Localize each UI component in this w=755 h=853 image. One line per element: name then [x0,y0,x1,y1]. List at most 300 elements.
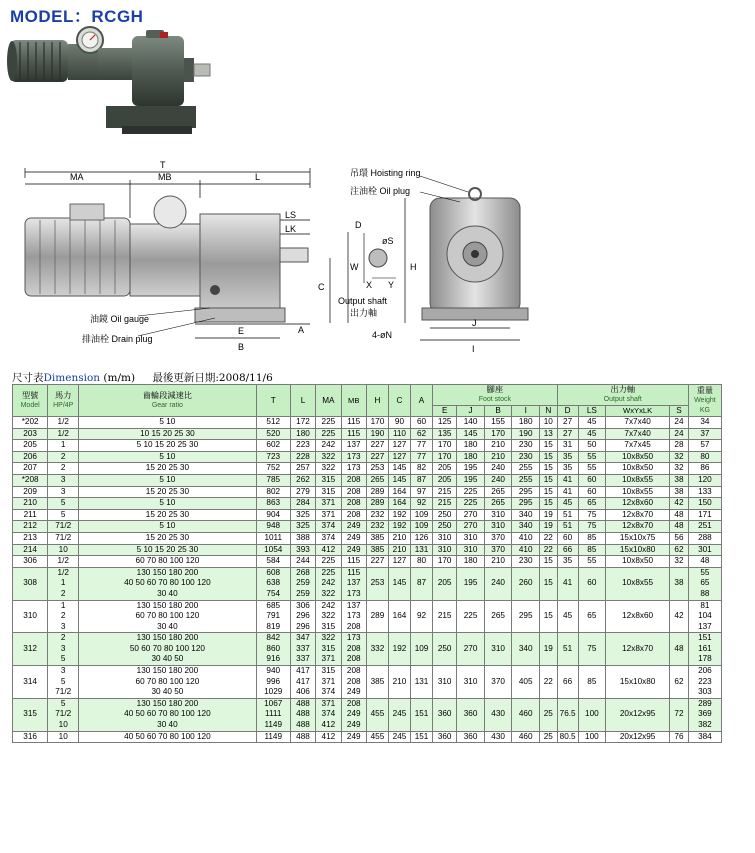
cell-ma [316,666,341,699]
label-J: J [472,318,477,328]
cell-s [670,600,689,633]
cell-value: 100 [585,731,599,741]
cell-ma [316,567,341,600]
cell-ls [578,498,606,510]
cell-value: 173 [346,588,361,598]
label-H: H [410,262,417,272]
cell-value: 5 [60,498,66,508]
cell-b [484,666,512,699]
cell-c [388,451,410,463]
cell-mb [341,428,366,440]
cell-ma [316,463,341,475]
cell-value: 288 [698,532,712,542]
label-B: B [238,342,245,352]
cell-value: 460 [518,731,533,741]
cell-value: 31 [563,440,573,450]
col-L: L [290,385,315,417]
cell-value: 412 [321,720,336,730]
cell-j [457,698,485,731]
cell-hp [48,567,79,600]
cell-value: 34 [700,417,710,426]
cell-value: 215 [437,498,452,508]
cell-value: 210 [392,532,407,542]
cell-value: 151 [414,709,429,719]
cell-e [433,440,457,452]
cell-value: 130 150 180 200 [136,567,199,577]
cell-hp [48,428,79,440]
cell-value: 164 [392,498,407,508]
cell-value: 325 [296,509,310,519]
cell-e [433,498,457,510]
cell-weight [688,532,721,544]
cell-value: 303 [698,687,712,697]
cell-ma [316,451,341,463]
cell-value: 173 [346,633,361,643]
cell-value: 242 [321,440,336,450]
cell-value: 388 [296,532,310,542]
cell-c [388,556,410,568]
cell-weight [688,556,721,568]
cell-h [366,600,388,633]
cell-ls [578,731,606,743]
cell-value: 32 [674,451,684,461]
cell-value: 2 [60,463,66,473]
cell-value: 85 [587,544,597,554]
cell-weight [688,544,721,556]
cell-value: 12x8x60 [622,498,654,508]
cell-value: 228 [296,451,310,461]
cell-value: 602 [266,440,281,450]
cell-c [388,567,410,600]
cell-value: 360 [463,709,478,719]
cell-t [256,440,290,452]
cell-value: 15 20 25 30 [145,532,190,542]
cell-t [256,731,290,743]
cell-a [411,417,433,429]
cell-value: 5 10 [159,521,176,531]
cell-value: 337 [296,643,310,653]
cell-value: 15 20 25 30 [145,463,190,473]
cell-ls [578,417,606,429]
cell-value: 412 [321,731,336,741]
cell-h [366,463,388,475]
cell-value: 916 [266,654,281,664]
col-hp: 馬力 HP/4P [48,385,79,417]
cell-ratio [79,498,257,510]
cell-value: 137 [698,621,712,631]
cell-d [557,463,578,475]
label-C: C [318,282,325,292]
cell-value: 180 [296,428,310,438]
cell-t [256,428,290,440]
cell-value: 265 [491,486,505,496]
cell-value: 56 [674,532,684,542]
table-row [13,509,722,521]
cell-value: 223 [296,440,310,450]
cell-value: 145 [463,428,478,438]
cell-ls [578,556,606,568]
cell-e [433,486,457,498]
cell-b [484,633,512,666]
cell-value: 55 [700,567,710,577]
cell-value: 24 [674,428,684,438]
cell-wylk [606,440,670,452]
cell-value: 406 [296,687,310,697]
cell-mb [341,731,366,743]
cell-value: 12x8x70 [622,521,654,531]
cell-ma [316,428,341,440]
cell-value: 87 [416,474,427,484]
table-row [13,440,722,452]
cell-c [388,600,410,633]
cell-l [290,556,315,568]
cell-j [457,731,485,743]
cell-value: 60 [416,417,427,426]
cell-value: 295 [518,498,533,508]
cell-j [457,463,485,475]
cell-value: 50 [587,440,597,450]
cell-weight [688,451,721,463]
cell-j [457,486,485,498]
cell-model [13,633,48,666]
cell-s [670,731,689,743]
cell-value: 66 [563,544,573,554]
cell-b [484,532,512,544]
cell-ls [578,633,606,666]
cell-i [512,521,540,533]
cell-value: 265 [370,474,385,484]
cell-wylk [606,451,670,463]
cell-i [512,666,540,699]
cell-i [512,428,540,440]
cell-value: 322 [321,588,336,598]
cell-h [366,509,388,521]
cell-ratio [79,731,257,743]
cell-value: 371 [321,509,336,519]
cell-d [557,440,578,452]
cell-s [670,498,689,510]
cell-value: 260 [518,578,533,588]
cell-d [557,532,578,544]
cell-value: 45 [587,417,597,426]
cell-value: 130 150 180 200 [136,698,199,708]
cell-ma [316,417,341,429]
cell-value: 232 [370,509,385,519]
cell-value: 3 [60,621,66,631]
cell-value: 208 [346,654,361,664]
cell-value: 51 [563,643,573,653]
cell-e [433,428,457,440]
cell-value: 45 [563,498,573,508]
cell-ls [578,698,606,731]
cell-ls [578,440,606,452]
cell-value: 7x7x45 [624,440,651,450]
cell-wylk [606,509,670,521]
cell-value: 110 [392,428,406,438]
cell-value: 10 [543,417,553,426]
col-weight: 重量 Weight KG [688,385,721,417]
cell-value: 393 [296,544,310,554]
cell-value: 55 [587,556,597,566]
cell-value: 240 [491,463,505,473]
cell-value: 225 [463,486,478,496]
cell-model [13,731,48,743]
cell-value: 310 [491,521,505,531]
cell-value: 1 [60,600,66,610]
col-MB: MB [341,385,366,417]
table-row [13,731,722,743]
cell-value: 296 [296,621,310,631]
cell-i [512,417,540,429]
cell-i [512,509,540,521]
cell-b [484,567,512,600]
label-MB: MB [158,172,172,182]
cell-value: 315 [321,666,336,676]
label-X: X [366,280,373,290]
cell-wylk [606,486,670,498]
cell-mb [341,451,366,463]
cell-value: 270 [463,521,478,531]
cell-value: 195 [463,463,478,473]
cell-value: 5 10 [159,417,176,426]
table-row [13,698,722,731]
cell-ls [578,521,606,533]
cell-value: 35 [563,556,573,566]
cell-value: 71/2 [55,687,72,697]
cell-weight [688,731,721,743]
cell-value: 242 [321,600,336,610]
cell-value: 71/2 [55,709,72,719]
cell-b [484,521,512,533]
cell-l [290,731,315,743]
cell-value: 19 [543,643,553,653]
cell-value: 1/2 [57,567,69,577]
cell-value: 1/2 [57,556,69,566]
cell-value: 12x8x70 [622,643,654,653]
cell-value: 723 [266,451,281,461]
cell-c [388,440,410,452]
cell-h [366,567,388,600]
cell-ma [316,509,341,521]
cell-value: 791 [266,611,281,621]
cell-value: 340 [518,509,533,519]
cell-value: 190 [518,428,533,438]
cell-value: 205 [23,440,37,450]
cell-a [411,556,433,568]
cell-value: 996 [266,676,281,686]
cell-value: 164 [392,611,407,621]
cell-a [411,633,433,666]
cell-value: 15 [543,463,553,473]
cell-value: 120 [698,474,712,484]
cell-ratio [79,417,257,429]
cell-c [388,417,410,429]
cell-value: 190 [370,428,385,438]
cell-value: 209 [23,486,37,496]
dimension-table [12,384,722,743]
cell-value: 173 [346,463,361,473]
cell-value: 10x8x55 [622,474,654,484]
cell-ratio [79,544,257,556]
cell-value: 948 [266,521,281,531]
cell-value: 210 [491,440,505,450]
cell-value: 5 10 [159,474,176,484]
cell-value: 51 [563,521,573,531]
cell-value: 10 15 20 25 30 [140,428,195,438]
cell-value: 249 [346,544,361,554]
cell-value: 249 [346,731,361,741]
cell-value: 455 [370,731,385,741]
cell-value: 195 [463,578,478,588]
cell-h [366,532,388,544]
cell-value: 410 [518,544,533,554]
cell-value: 251 [698,521,712,531]
cell-value: 76 [674,731,684,741]
cell-value: 340 [518,521,533,531]
cell-n [539,463,557,475]
cell-d [557,698,578,731]
cell-value: 30 40 50 [151,654,184,664]
cell-value: 225 [463,498,478,508]
cell-n [539,440,557,452]
cell-a [411,666,433,699]
cell-value: 685 [266,600,281,610]
cell-value: 25 [543,731,553,741]
cell-value: 45 [563,611,573,621]
cell-value: 27 [563,417,573,426]
cell-b [484,474,512,486]
cell-value: 48 [674,643,684,653]
cell-value: 332 [370,643,385,653]
cell-value: 10 [58,731,68,741]
cell-ratio [79,428,257,440]
cell-j [457,556,485,568]
cell-n [539,600,557,633]
cell-value: 315 [321,474,336,484]
cell-value: 38 [674,486,684,496]
cell-model [13,509,48,521]
cell-ratio [79,486,257,498]
cell-value: 80 [700,451,710,461]
cell-h [366,440,388,452]
cell-weight [688,509,721,521]
label-T: T [160,160,166,170]
cell-e [433,633,457,666]
cell-value: 374 [321,521,336,531]
cell-value: 150 [698,498,712,508]
cell-hp [48,556,79,568]
cell-value: 41 [563,486,573,496]
cell-value: 240 [491,578,505,588]
cell-l [290,417,315,429]
cell-value: 316 [23,731,37,741]
cell-value: 208 [346,474,361,484]
cell-value: 255 [518,463,533,473]
cell-j [457,544,485,556]
cell-value: 127 [392,556,407,566]
cell-hp [48,521,79,533]
cell-d [557,521,578,533]
cell-value: 1029 [264,687,283,697]
cell-weight [688,463,721,475]
cell-value: 430 [491,731,505,741]
cell-value: 25 [543,709,553,719]
col-S: S [670,406,689,417]
cell-value: 310 [463,532,478,542]
hoisting-ring-label: 吊環 Hoisting ring [350,168,421,178]
cell-e [433,698,457,731]
cell-value: 180 [463,451,478,461]
drain-plug-label: 排油栓 Drain plug [82,334,153,344]
cell-s [670,451,689,463]
cell-value: 2 [60,633,66,643]
col-T: T [256,385,290,417]
cell-model [13,544,48,556]
cell-value: 76.5 [559,709,576,719]
cell-hp [48,731,79,743]
cell-n [539,567,557,600]
cell-a [411,451,433,463]
cell-value: 15 [543,440,553,450]
cell-e [433,544,457,556]
cell-l [290,486,315,498]
cell-s [670,486,689,498]
cell-value: 115 [347,417,361,426]
oil-plug-label: 注油栓 Oil plug [350,186,411,196]
cell-ls [578,509,606,521]
cell-j [457,567,485,600]
cell-value: 249 [346,532,361,542]
cell-ls [578,666,606,699]
cell-i [512,567,540,600]
cell-value: 223 [698,676,712,686]
cell-c [388,731,410,743]
cell-i [512,486,540,498]
cell-d [557,498,578,510]
cell-value: 250 [437,643,452,653]
cell-value: 232 [370,521,385,531]
cell-value: 225 [321,567,336,577]
table-row [13,600,722,633]
cell-value: 384 [698,731,712,741]
cell-value: 860 [266,643,281,653]
cell-ls [578,486,606,498]
cell-value: 75 [587,643,597,653]
cell-b [484,451,512,463]
cell-value: 208 [346,486,361,496]
cell-hp [48,600,79,633]
cell-n [539,417,557,429]
cell-value: 249 [346,687,361,697]
cell-value: 310 [437,532,452,542]
cell-value: 385 [370,532,385,542]
cell-weight [688,474,721,486]
cell-value: 253 [370,463,385,473]
cell-d [557,486,578,498]
cell-value: 151 [698,633,712,643]
cell-value: 10x8x55 [622,578,654,588]
cell-value: 262 [296,474,310,484]
cell-value: 3 [60,486,66,496]
cell-value: 374 [321,687,336,697]
cell-d [557,666,578,699]
cell-l [290,521,315,533]
cell-value: 455 [370,709,385,719]
cell-b [484,440,512,452]
cell-model [13,486,48,498]
cell-weight [688,633,721,666]
cell-n [539,532,557,544]
